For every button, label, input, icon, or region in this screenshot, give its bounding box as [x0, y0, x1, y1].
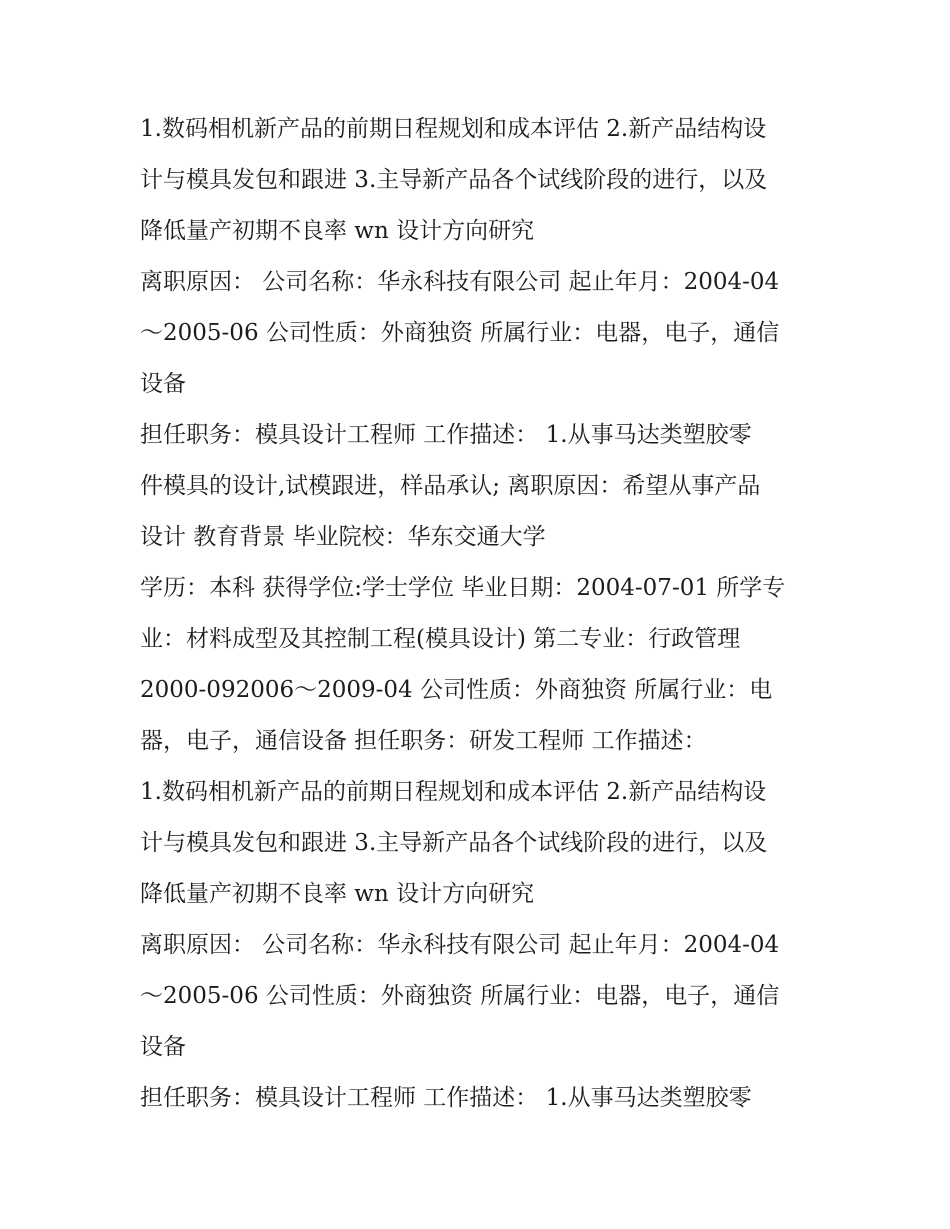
- text-line: 件模具的设计,试模跟进，样品承认; 离职原因：希望从事产品: [140, 473, 761, 499]
- text-line: 离职原因： 公司名称：华永科技有限公司 起止年月：2004-04: [140, 269, 780, 295]
- text-line: 计与模具发包和跟进 3.主导新产品各个试线阶段的进行，以及: [140, 167, 768, 193]
- text-line: 业：材料成型及其控制工程(模具设计) 第二专业：行政管理: [140, 626, 741, 652]
- text-line: 担任职务：模具设计工程师 工作描述： 1.从事马达类塑胶零: [140, 1085, 752, 1111]
- text-line: 2000-092006～2009-04 公司性质：外商独资 所属行业：电: [140, 677, 773, 703]
- text-line: 1.数码相机新产品的前期日程规划和成本评估 2.新产品结构设: [140, 779, 767, 805]
- text-line: 设备: [140, 1034, 186, 1060]
- text-line: 降低量产初期不良率 wn 设计方向研究: [140, 881, 535, 907]
- text-line: 设计 教育背景 毕业院校：华东交通大学: [140, 524, 546, 550]
- text-line: ～2005-06 公司性质：外商独资 所属行业：电器，电子，通信: [140, 983, 780, 1009]
- text-line: 计与模具发包和跟进 3.主导新产品各个试线阶段的进行，以及: [140, 830, 768, 856]
- text-line: 1.数码相机新产品的前期日程规划和成本评估 2.新产品结构设: [140, 116, 767, 142]
- text-line: 担任职务：模具设计工程师 工作描述： 1.从事马达类塑胶零: [140, 422, 752, 448]
- text-line: 离职原因： 公司名称：华永科技有限公司 起止年月：2004-04: [140, 932, 780, 958]
- text-line: 器，电子，通信设备 担任职务：研发工程师 工作描述：: [140, 728, 707, 754]
- document-body: [140, 104, 820, 1124]
- text-line: 降低量产初期不良率 wn 设计方向研究: [140, 218, 535, 244]
- text-line: 学历：本科 获得学位:学士学位 毕业日期：2004-07-01 所学专: [140, 575, 786, 601]
- text-line: ～2005-06 公司性质：外商独资 所属行业：电器，电子，通信: [140, 320, 780, 346]
- text-line: 设备: [140, 371, 186, 397]
